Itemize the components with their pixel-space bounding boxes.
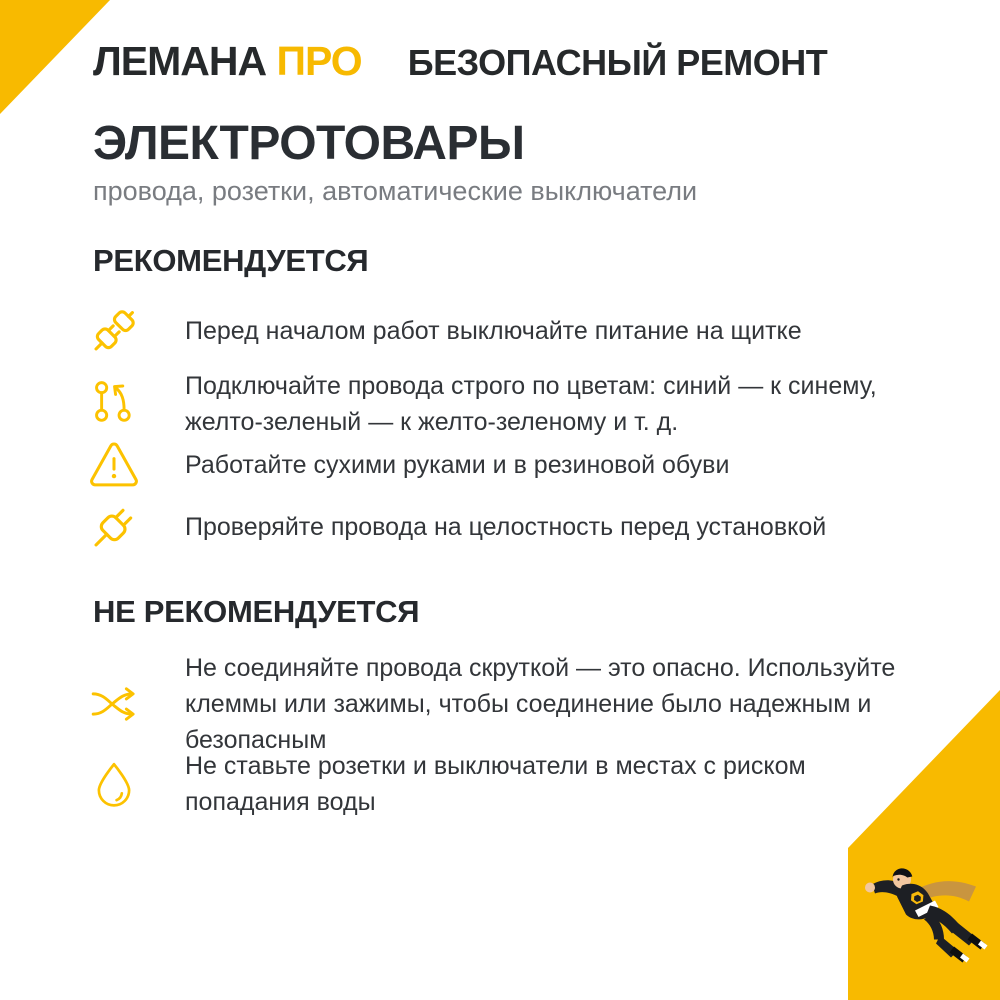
list-item-text: Не соединяйте провода скруткой — это опасно. Используйте клеммы или зажимы, чтобы соединение было надежным и безопасным [185,654,896,754]
list-item-text: Работайте сухими руками и в резиновой обуви [185,451,730,479]
list-item-text: Подключайте провода строго по цветам: синий — к синему, желто-зеленый — к желто-зеленому и т. д. [185,372,877,436]
twisted-wires-icon [85,675,143,733]
recommended-heading: РЕКОМЕНДУЕТСЯ [93,243,369,278]
wires-colors-icon [85,375,143,433]
list-item-text: Не ставьте розетки и выключатели в местах с риском попадания воды [185,752,806,816]
list-item [85,302,802,360]
list-item-text: Перед началом работ выключайте питание на щитке [185,317,802,345]
page-subtitle: провода, розетки, автоматические выключатели [93,176,698,206]
brand-logo [93,38,362,85]
list-item-text: Проверяйте провода на целостность перед установкой [185,513,827,541]
brand-logo-accent: ПРО [276,38,362,84]
flying-character [852,852,992,970]
warning-triangle-icon [85,436,143,494]
list-item [85,436,729,494]
campaign-title: БЕЗОПАСНЫЙ РЕМОНТ [407,42,828,83]
plug-icon [85,498,143,556]
list-item [85,748,915,820]
not-recommended-heading: НЕ РЕКОМЕНДУЕТСЯ [93,594,420,629]
list-item [85,368,915,440]
list-item [85,498,826,556]
water-drop-icon [85,755,143,813]
list-item [85,650,915,758]
plug-connect-icon [85,302,143,360]
header [93,38,827,85]
page-title: ЭЛЕКТРОТОВАРЫ [93,117,525,170]
brand-logo-primary: ЛЕМАНА [93,38,267,84]
